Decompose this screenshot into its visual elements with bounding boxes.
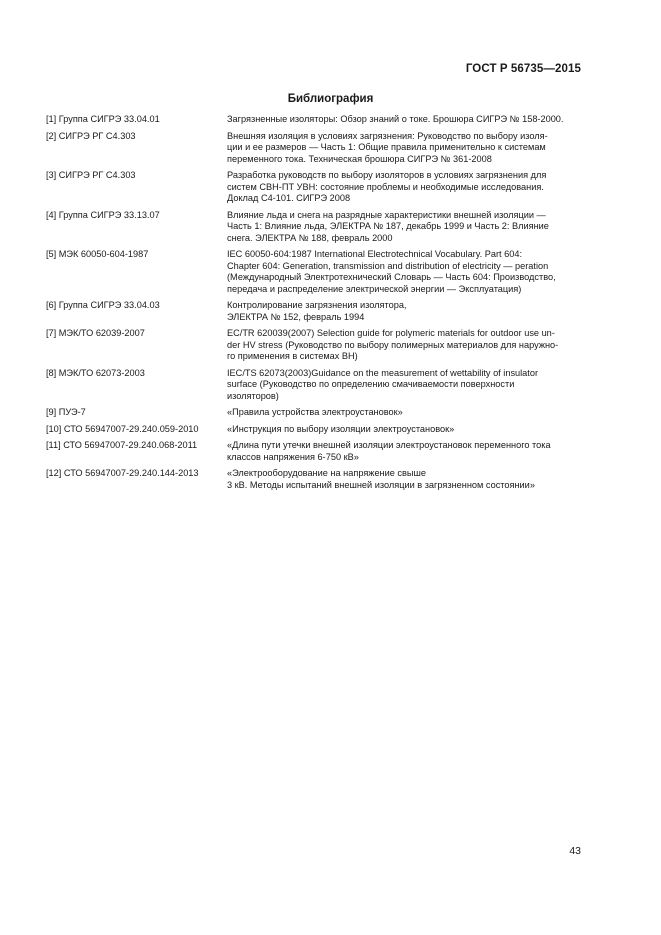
entry-reference: [9] ПУЭ-7 xyxy=(46,407,86,417)
entry-reference: [7] МЭК/ТО 62039-2007 xyxy=(46,328,145,338)
bibliography-entry-6 xyxy=(46,300,584,323)
description-line: Доклад С4-101. СИГРЭ 2008 xyxy=(227,193,351,203)
description-line: Контролирование загрязнения изолятора, xyxy=(227,300,407,310)
description-line: EC/TR 620039(2007) Selection guide for polymeric materials for outdoor use un- xyxy=(227,328,555,338)
bibliography-entry-12 xyxy=(46,468,584,491)
description-line: Внешняя изоляция в условиях загрязнения: Руководство по выбору изоля- xyxy=(227,130,548,141)
entry-description xyxy=(227,170,584,205)
entry-description xyxy=(227,210,584,245)
bibliography-entry-5 xyxy=(46,249,584,295)
description-line: «Длина пути утечки внешней изоляции электроустановок переменного тока xyxy=(227,440,551,450)
entry-description xyxy=(227,249,584,295)
entry-reference: [10] СТО 56947007-29.240.059-2010 xyxy=(46,423,199,434)
description-line: Chapter 604: Generation, transmission and distribution of electricity — peration xyxy=(227,260,549,271)
entry-reference: [12] СТО 56947007-29.240.144-2013 xyxy=(46,468,199,478)
description-line: IEC 60050-604:1987 International Electrotechnical Vocabulary. Part 604: xyxy=(227,249,523,259)
entry-reference: [4] Группа СИГРЭ 33.13.07 xyxy=(46,209,160,220)
entry-description xyxy=(227,328,584,363)
entry-description xyxy=(227,131,584,166)
description-line: ЭЛЕКТРА № 152, февраль 1994 xyxy=(227,311,365,322)
description-line: систем СВН-ПТ УВН: состояние проблемы и необходимые исследования. xyxy=(227,181,544,192)
description-line: классов напряжения 6-750 кВ» xyxy=(227,451,359,462)
bibliography-entry-11 xyxy=(46,440,584,463)
entry-reference: [11] СТО 56947007-29.240.068-2011 xyxy=(46,440,198,450)
description-line: Разработка руководств по выбору изоляторов в условиях загрязнения для xyxy=(227,170,547,180)
bibliography-entry-3 xyxy=(46,170,584,205)
entry-reference: [5] МЭК 60050-604-1987 xyxy=(46,249,149,259)
bibliography-entry-2 xyxy=(46,131,584,166)
bibliography-entry-9 xyxy=(46,407,584,419)
entry-reference: [6] Группа СИГРЭ 33.04.03 xyxy=(46,300,160,310)
entry-description xyxy=(227,468,584,491)
page-number: 43 xyxy=(569,845,581,857)
entry-description xyxy=(227,114,584,126)
entry-description xyxy=(227,440,584,463)
description-line: surface (Руководство по определению смачиваемости поверхности xyxy=(227,379,515,389)
document-code: ГОСТ Р 56735—2015 xyxy=(465,63,581,75)
description-line: ции и ее размеров — Часть 1: Общие правила применительно к системам xyxy=(227,142,546,152)
entry-reference: [8] МЭК/ТО 62073-2003 xyxy=(46,367,145,378)
description-line: снега. ЭЛЕКТРА № 188, февраль 2000 xyxy=(227,232,393,243)
bibliography-list xyxy=(46,114,584,496)
entry-description xyxy=(227,368,584,403)
description-line: «Инструкция по выбору изоляции электроустановок» xyxy=(227,423,455,434)
description-line: «Электрооборудование на напряжение свыше xyxy=(227,468,426,478)
description-line: (Международный Электротехнический Словарь — Часть 604: Производство, xyxy=(227,272,556,282)
description-line: «Правила устройства электроустановок» xyxy=(227,407,403,417)
description-line: Влияние льда и снега на разрядные характеристики внешней изоляции — xyxy=(227,209,546,220)
entry-reference: [2] СИГРЭ РГ С4.303 xyxy=(46,130,136,141)
bibliography-entry-1 xyxy=(46,114,584,126)
description-line: IEC/TS 62073(2003)Guidance on the measurement of wettability of insulator xyxy=(227,367,539,378)
bibliography-entry-4 xyxy=(46,210,584,245)
description-line: Часть 1: Влияние льда, ЭЛЕКТРА № 187, декабрь 1999 и Часть 2: Влияние xyxy=(227,221,549,231)
entry-description xyxy=(227,407,584,419)
description-line: переменного тока. Техническая брошюра СИГРЭ № 361-2008 xyxy=(227,153,492,164)
description-line: изоляторов) xyxy=(227,390,279,401)
description-line: го применения в системах ВН) xyxy=(227,351,358,361)
bibliography-entry-8 xyxy=(46,368,584,403)
section-title: Библиография xyxy=(287,93,374,105)
entry-description xyxy=(227,300,584,323)
entry-description xyxy=(227,424,584,436)
entry-reference: [1] Группа СИГРЭ 33.04.01 xyxy=(46,114,160,124)
bibliography-entry-7 xyxy=(46,328,584,363)
description-line: 3 кВ. Методы испытаний внешней изоляции в загрязненном состоянии» xyxy=(227,479,535,490)
description-line: Загрязненные изоляторы: Обзор знаний о токе. Брошюра СИГРЭ № 158-2000. xyxy=(227,114,564,124)
description-line: передача и распределение электрической энергии — Эксплуатация) xyxy=(227,283,522,294)
bibliography-entry-10 xyxy=(46,424,584,436)
description-line: der HV stress (Руководство по выбору полимерных материалов для наружно- xyxy=(227,339,559,350)
entry-reference: [3] СИГРЭ РГ С4.303 xyxy=(46,170,136,180)
